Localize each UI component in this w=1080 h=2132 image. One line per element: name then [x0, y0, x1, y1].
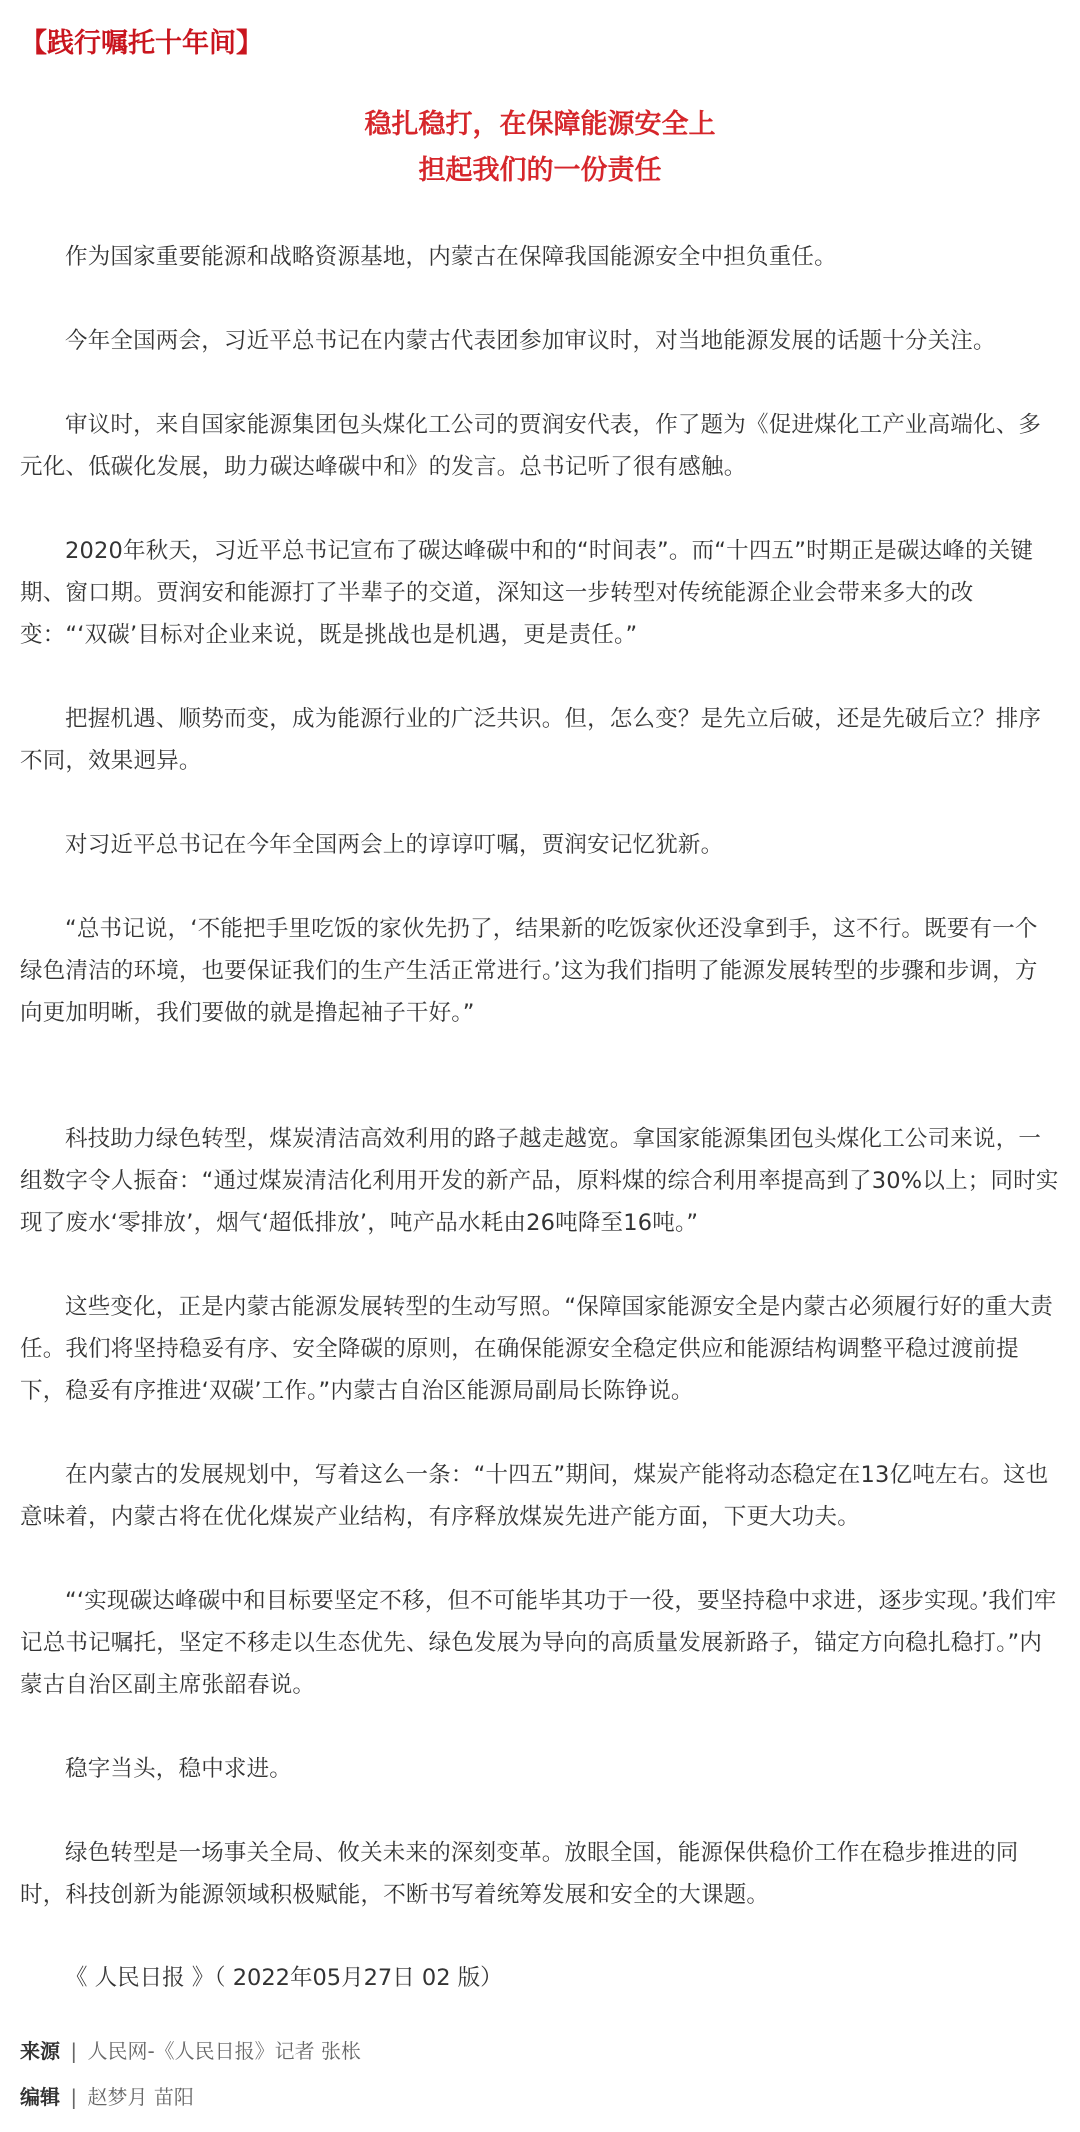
publication-credit: 《 人民日报 》（ 2022年05月27日 02 版）	[65, 1965, 503, 1991]
headline-line-1: 稳扎稳打，在保障能源安全上	[364, 109, 716, 140]
editor-line	[20, 2082, 1060, 2112]
paragraph: 今年全国两会，习近平总书记在内蒙古代表团参加审议时，对当地能源发展的话题十分关注。	[65, 328, 996, 354]
paragraph: 绿色转型是一场事关全局、攸关未来的深刻变革。放眼全国，能源保供稳价工作在稳步推进的同时，科技创新为能源领域积极赋能，不断书写着统筹发展和安全的大课题。	[20, 1840, 1019, 1908]
paragraph: 对习近平总书记在今年全国两会上的谆谆叮嘱，贾润安记忆犹新。	[65, 832, 724, 858]
source-separator: |	[70, 2039, 78, 2063]
source-label: 来源	[20, 2039, 60, 2063]
paragraph: 稳字当头，稳中求进。	[65, 1756, 293, 1782]
paragraph: 在内蒙古的发展规划中，写着这么一条：“十四五”期间，煤炭产能将动态稳定在13亿吨左右。这也意味着，内蒙古将在优化煤炭产业结构，有序释放煤炭先进产能方面，下更大功夫。	[20, 1462, 1049, 1530]
source-value: 人民网-《人民日报》记者 张枨	[87, 2039, 362, 2063]
editor-value: 赵梦月 苗阳	[87, 2085, 194, 2109]
column-tag: 【践行嘱托十年间】	[20, 28, 263, 59]
paragraph: “‘实现碳达峰碳中和目标要坚定不移，但不可能毕其功于一役，要坚持稳中求进，逐步实现。’我们牢记总书记嘱托，坚定不移走以生态优先、绿色发展为导向的高质量发展新路子，锚定方向稳扎稳打。”内蒙古自治区副主席张韶春说。	[20, 1588, 1057, 1698]
headline-line-2: 担起我们的一份责任	[418, 155, 662, 186]
paragraph: 科技助力绿色转型，煤炭清洁高效利用的路子越走越宽。拿国家能源集团包头煤化工公司来说，一组数字令人振奋：“通过煤炭清洁化利用开发的新产品，原料煤的综合利用率提高到了30%以上；同时实现了废水‘零排放’，烟气‘超低排放’，吨产品水耗由26吨降至16吨。”	[20, 1126, 1059, 1236]
editor-label: 编辑	[20, 2085, 60, 2109]
paragraph: 把握机遇、顺势而变，成为能源行业的广泛共识。但，怎么变？是先立后破，还是先破后立？排序不同，效果迥异。	[20, 706, 1042, 774]
paragraph: 这些变化，正是内蒙古能源发展转型的生动写照。“保障国家能源安全是内蒙古必须履行好的重大责任。我们将坚持稳妥有序、安全降碳的原则，在确保能源安全稳定供应和能源结构调整平稳过渡前提下，稳妥有序推进‘双碳’工作。”内蒙古自治区能源局副局长陈铮说。	[20, 1294, 1053, 1404]
paragraph: “总书记说，‘不能把手里吃饭的家伙先扔了，结果新的吃饭家伙还没拿到手，这不行。既要有一个绿色清洁的环境，也要保证我们的生产生活正常进行。’这为我们指明了能源发展转型的步骤和步调，方向更加明晰，我们要做的就是撸起袖子干好。”	[20, 916, 1038, 1026]
paragraph: 审议时，来自国家能源集团包头煤化工公司的贾润安代表，作了题为《促进煤化工产业高端化、多元化、低碳化发展，助力碳达峰碳中和》的发言。总书记听了很有感触。	[20, 412, 1042, 480]
paragraph: 2020年秋天，习近平总书记宣布了碳达峰碳中和的“时间表”。而“十四五”时期正是碳达峰的关键期、窗口期。贾润安和能源打了半辈子的交道，深知这一步转型对传统能源企业会带来多大的改变：“‘双碳’目标对企业来说，既是挑战也是机遇，更是责任。”	[20, 538, 1034, 648]
paragraph: 作为国家重要能源和战略资源基地，内蒙古在保障我国能源安全中担负重任。	[65, 244, 837, 270]
source-line	[20, 2036, 1060, 2066]
article-headline	[20, 102, 1060, 194]
editor-separator: |	[70, 2085, 78, 2109]
